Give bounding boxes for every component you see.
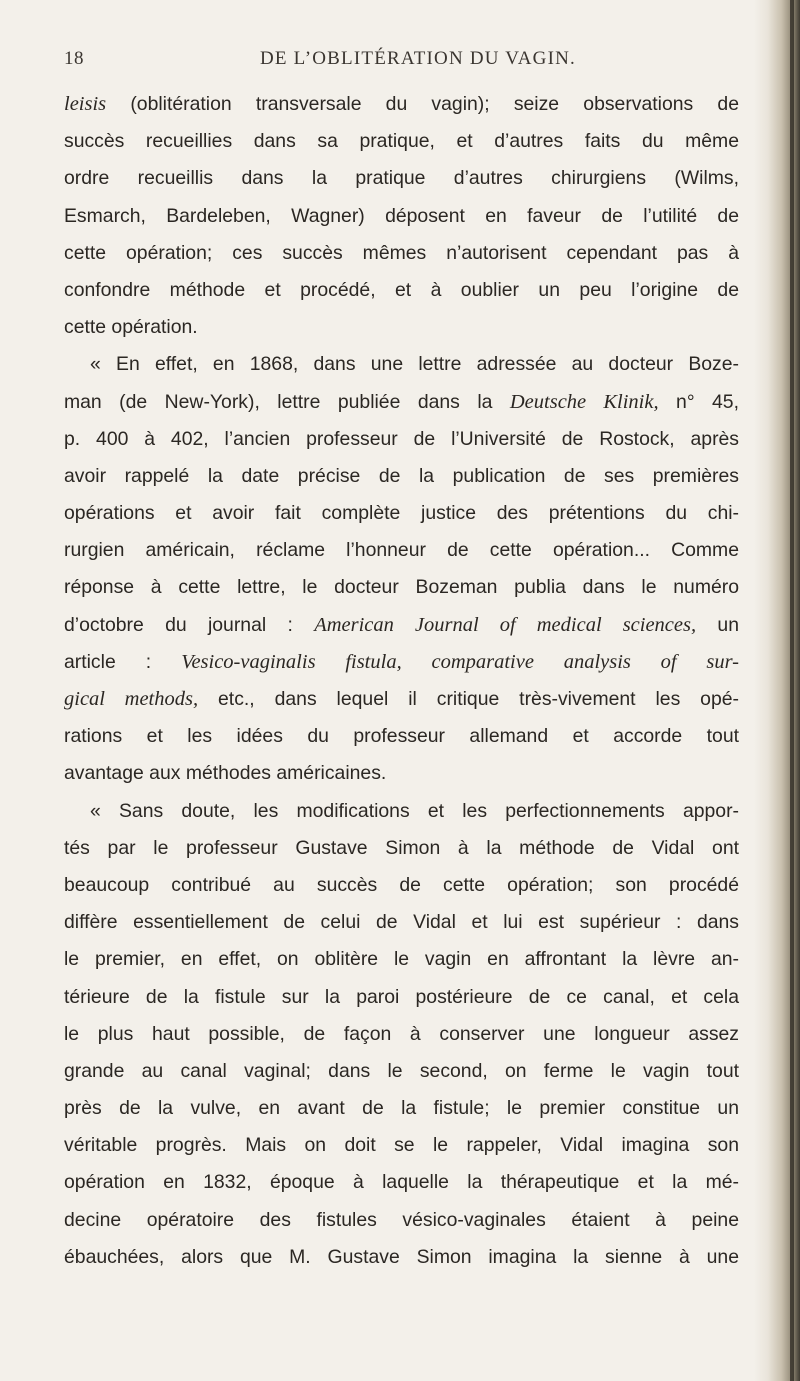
text-segment: réponse à cette lettre, le docteur Bozeman publia dans le numéro	[64, 576, 739, 599]
text-segment: decine opératoire des fistules vésico-vaginales étaient à peine	[64, 1208, 739, 1231]
running-head: DE L’OBLITÉRATION DU VAGIN.	[260, 48, 576, 69]
paragraph-start-line	[64, 793, 739, 830]
text-line	[64, 1239, 739, 1276]
text-segment: rations et les idées du professeur allemand et accorde tout	[64, 725, 739, 748]
paragraph-start-line	[64, 346, 739, 383]
text-line	[64, 1164, 739, 1201]
text-line	[64, 644, 739, 681]
journal-title-american-journal: American Journal of medical sciences,	[314, 613, 697, 636]
text-line	[64, 421, 739, 458]
text-line	[64, 86, 739, 123]
text-line	[64, 1053, 739, 1090]
text-segment: etc., dans lequel il critique très-vivement les opé-	[198, 688, 739, 710]
text-segment: près de la vulve, en avant de la fistule; le premier constitue un	[64, 1097, 739, 1120]
text-segment: « Sans doute, les modifications et les perfectionnements appor-	[90, 799, 739, 822]
text-line	[64, 1016, 739, 1053]
text-line	[64, 1202, 739, 1239]
scanned-page-edge	[754, 0, 800, 1381]
text-line	[64, 198, 739, 235]
text-segment: beaucoup contribué au succès de cette opération; son procédé	[64, 873, 739, 896]
text-segment: tés par le professeur Gustave Simon à la méthode de Vidal ont	[64, 836, 739, 859]
text-segment: confondre méthode et procédé, et à oublier un peu l’origine de	[64, 278, 739, 301]
text-line	[64, 1090, 739, 1127]
text-segment: avantage aux méthodes américaines.	[64, 762, 387, 785]
text-segment: le premier, en effet, on oblitère le vagin en affrontant la lèvre an-	[64, 948, 739, 971]
text-segment: d’octobre du journal :	[64, 613, 315, 636]
text-segment: ébauchées, alors que M. Gustave Simon imagina la sienne à une	[64, 1245, 739, 1268]
text-segment: térieure de la fistule sur la paroi postérieure de ce canal, et cela	[64, 985, 739, 1008]
text-segment: grande au canal vaginal; dans le second, on ferme le vagin tout	[64, 1059, 739, 1082]
text-segment: p. 400 à 402, l’ancien professeur de l’Université de Rostock, après	[64, 427, 739, 450]
text-line	[64, 830, 739, 867]
text-line	[64, 272, 739, 309]
text-line	[64, 904, 739, 941]
text-segment: cette opération; ces succès mêmes n’autorisent cependant pas à	[64, 241, 739, 264]
text-line	[64, 1127, 739, 1164]
text-segment: avoir rappelé la date précise de la publication de ses premières	[64, 464, 739, 487]
text-line	[64, 569, 739, 606]
text-line	[64, 867, 739, 904]
paragraph-end-line	[64, 755, 739, 792]
text-line	[64, 607, 739, 644]
page-number: 18	[64, 48, 84, 69]
journal-title-deutsche-klinik: Deutsche Klinik,	[509, 390, 659, 413]
text-segment: opérations et avoir fait complète justice des prétentions du chi-	[64, 502, 739, 525]
article-title-italic: Vesico-vaginalis fistula, comparative analysis of sur-	[181, 650, 740, 673]
text-line	[64, 681, 739, 718]
text-line	[64, 532, 739, 569]
body-text	[64, 86, 739, 1276]
text-segment: « En effet, en 1868, dans une lettre adressée au docteur Boze-	[90, 353, 739, 376]
text-segment: n° 45,	[658, 390, 739, 413]
paragraph-end-line	[64, 309, 739, 346]
text-segment: véritable progrès. Mais on doit se le rappeler, Vidal imagina son	[64, 1134, 739, 1157]
text-line	[64, 718, 739, 755]
text-segment: le plus haut possible, de façon à conserver une longueur assez	[64, 1022, 739, 1045]
text-line	[64, 235, 739, 272]
text-line	[64, 495, 739, 532]
text-segment: cette opération.	[64, 316, 198, 339]
text-segment: Esmarch, Bardeleben, Wagner) déposent en faveur de l’utilité de	[64, 204, 739, 227]
text-line	[64, 160, 739, 197]
text-line	[64, 941, 739, 978]
text-segment: article :	[64, 650, 182, 673]
text-segment: ordre recueillis dans la pratique d’autres chirurgiens (Wilms,	[64, 167, 739, 190]
text-segment: un	[696, 613, 740, 636]
text-line	[64, 384, 739, 421]
text-line	[64, 458, 739, 495]
text-segment: (oblitération transversale du vagin); seize observations de	[106, 93, 739, 115]
text-segment: diffère essentiellement de celui de Vidal et lui est supérieur : dans	[64, 911, 739, 934]
text-line	[64, 979, 739, 1016]
text-segment: rurgien américain, réclame l’honneur de cette opération... Comme	[64, 539, 739, 562]
italic-name-leisis: leisis	[64, 93, 107, 115]
text-segment: succès recueillies dans sa pratique, et d’autres faits du même	[64, 130, 739, 153]
text-line	[64, 123, 739, 160]
text-segment: man (de New-York), lettre publiée dans la	[64, 390, 510, 413]
page-header	[64, 48, 739, 72]
article-title-italic: gical methods,	[64, 688, 199, 710]
text-segment: opération en 1832, époque à laquelle la thérapeutique et la mé-	[64, 1171, 739, 1194]
